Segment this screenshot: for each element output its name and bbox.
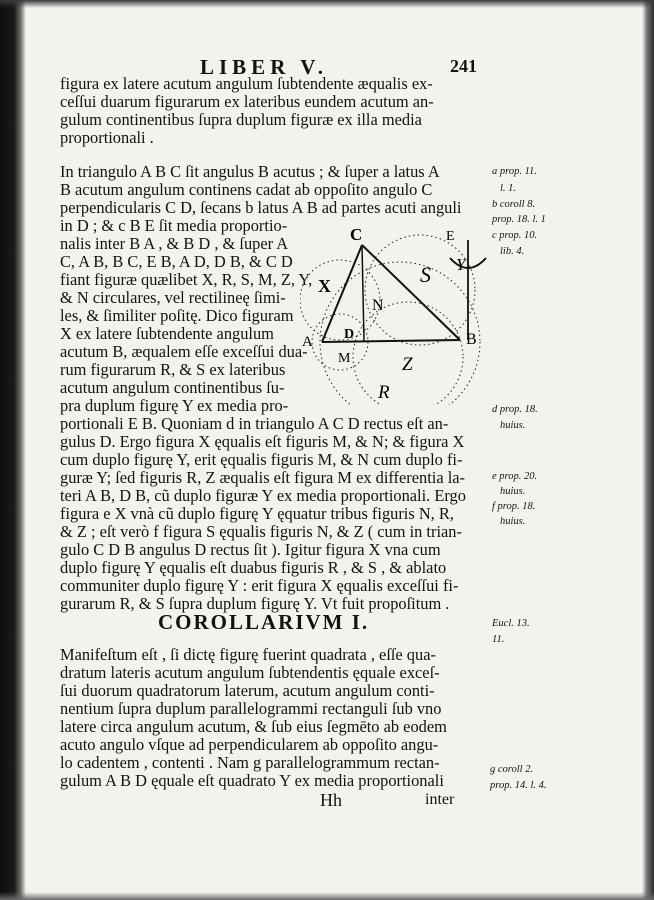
label-a: A [302, 334, 313, 350]
margin-note: l. 1. [500, 183, 517, 194]
paragraph2-line: acutum B, æqualem eſſe exceſſui dua- [60, 342, 308, 361]
corollary-line: Manifeſtum eſt , ſi dictę figurę fuerint quadrata , eſſe qua- [60, 645, 436, 664]
margin-note: f prop. 18. [492, 501, 536, 512]
paragraph1-line: ceſſui duarum figurarum ex lateribus eundem acutum an- [60, 92, 434, 111]
page-edge-shadow-right [642, 0, 654, 900]
paragraph2-line: portionali E B. Quoniam d in triangulo A C D rectus eſt an- [60, 414, 449, 433]
running-head-title: LIBER V. [200, 55, 328, 79]
margin-note: e prop. 20. [492, 471, 538, 482]
paragraph2-line: communiter duplo figurę Y : erit figura X ęqualis exceſſui fi- [60, 576, 459, 595]
corollary-line: dratum lateris acutum angulum ſubtendentis ęquale exceſ- [60, 663, 440, 682]
paragraph2-line: acutum angulum continentibus ſu- [60, 378, 285, 397]
corollary-line: acuto angulo vſque ad perpendicularem ab oppoſito angu- [60, 735, 439, 754]
label-m: M [338, 351, 351, 366]
circle-s [365, 235, 475, 345]
perpendicular-cd [362, 245, 364, 341]
paragraph2-line: duplo figurę Y ęqualis eſt duabus figuris R , & S , & ablato [60, 558, 447, 577]
paragraph2-line: pra duplum figurę Y ex media pro- [60, 396, 289, 415]
paragraph2-line: & N circulares, vel rectilineę ſimi- [60, 288, 286, 307]
margin-note: prop. 18. l. 1 [492, 214, 546, 225]
margin-note: g coroll 2. [490, 764, 534, 775]
margin-note: lib. 4. [500, 246, 525, 257]
margin-note: b coroll 8. [492, 199, 536, 210]
paragraph2-line: nalis inter B A , & B D , & ſuper A [60, 234, 289, 253]
margin-note: huius. [500, 516, 526, 527]
signature-mark: Hh [320, 790, 342, 810]
label-c: C [350, 225, 363, 244]
margin-note: 11. [492, 634, 505, 645]
paragraph2-line: & Z ; eſt verò f figura S ęqualis figuris N, & Z ( cum in trian- [60, 522, 462, 541]
label-b: B [466, 331, 477, 348]
corollary-line: gulum A B D ęquale eſt quadrato Y ex media proportionali [60, 771, 444, 790]
corollary-heading: COROLLARIVM I. [158, 610, 370, 634]
corollary-line: ſui duorum quadratorum laterum, acutum angulum conti- [60, 681, 435, 700]
paragraph2-line: B acutum angulum continens cadat ab oppoſito angulo C [60, 180, 433, 199]
margin-note: d prop. 18. [492, 404, 538, 415]
label-d: D [344, 327, 355, 342]
paragraph2-line: rum figurarum R, & S ex lateribus [60, 360, 286, 379]
paragraph2-line: In triangulo A B C ſit angulus B acutus ; & ſuper a latus A [60, 162, 440, 181]
margin-note: a prop. 11. [492, 166, 537, 177]
label-e: E [446, 229, 455, 244]
label-r: R [378, 382, 390, 403]
paragraph1-line: proportionali . [60, 128, 154, 147]
paragraph2-line: figura e X vnà cũ duplo figurę Y ęquatur tribus figuris N, R, [60, 504, 454, 523]
paragraph2-line: C, A B, B C, E B, A D, D B, & C D [60, 252, 293, 271]
page-binding-shadow-left [0, 0, 26, 900]
paragraph2-line: gulus D. Ergo figura X ęqualis eſt figuris M, & N; & figura X [60, 432, 465, 451]
geometric-figure [300, 220, 495, 405]
corollary-line: latere circa angulum acutum, & ſub eius ſegmēto ab eodem [60, 717, 447, 736]
side-cb [362, 245, 460, 340]
paragraph2-line: perpendicularis C D, ſecans b latus A B ad partes acuti anguli [60, 198, 462, 217]
paragraph2-line: gulo C D B angulus D rectus ſit ). Igitur figura X vna cum [60, 540, 441, 559]
paragraph1-line: figura ex latere acutum angulum ſubtendente æqualis ex- [60, 74, 433, 93]
label-s: S [420, 262, 431, 287]
paragraph1-line: gulum continentibus ſupra duplum figuræ ex illa media [60, 110, 422, 129]
paragraph2-line: in D ; & c B E ſit media proportio- [60, 216, 288, 235]
corollary-line: nentium ſupra duplum parallelogrammi rectanguli ſub vno [60, 699, 442, 718]
label-z: Z [402, 354, 413, 375]
paragraph2-line: les, & ſimiliter poſitę. Dico figuram [60, 306, 294, 325]
paragraph2-line: cum duplo figurę Y, erit ęqualis figuris M, & N cum duplo fi- [60, 450, 463, 469]
page-edge-shadow-top [0, 0, 654, 8]
page-number: 241 [450, 56, 477, 76]
margin-note: huius. [500, 486, 526, 497]
margin-note: prop. 14. l. 4. [490, 780, 547, 791]
page-edge-shadow-bottom [0, 892, 654, 900]
margin-note: c prop. 10. [492, 230, 538, 241]
paragraph2-line: teri A B, D B, cũ duplo figuræ Y ex media proportionali. Ergo [60, 486, 466, 505]
margin-note: Eucl. 13. [492, 618, 530, 629]
corollary-line: lo cadentem , contenti . Nam g parallelogrammum rectan- [60, 753, 440, 772]
triangle-diagram [300, 220, 495, 405]
label-n: N [372, 297, 384, 314]
label-x: X [318, 276, 331, 296]
catchword: inter [425, 791, 455, 808]
paragraph2-line: gurarum R, & S ſupra duplum figurę Y. Vt fuit propoſitum . [60, 594, 450, 613]
paragraph2-line: guræ Y; ſed figuris R, Z æqualis eſt figura M ex differentia la- [60, 468, 465, 487]
paragraph2-line: X ex latere ſubtendente angulum [60, 324, 274, 343]
margin-note: huius. [500, 420, 526, 431]
side-ab [322, 340, 460, 342]
label-y: Y [456, 255, 466, 274]
paragraph2-line: fiant figuræ quælibet X, R, S, M, Z, Y, [60, 270, 313, 289]
